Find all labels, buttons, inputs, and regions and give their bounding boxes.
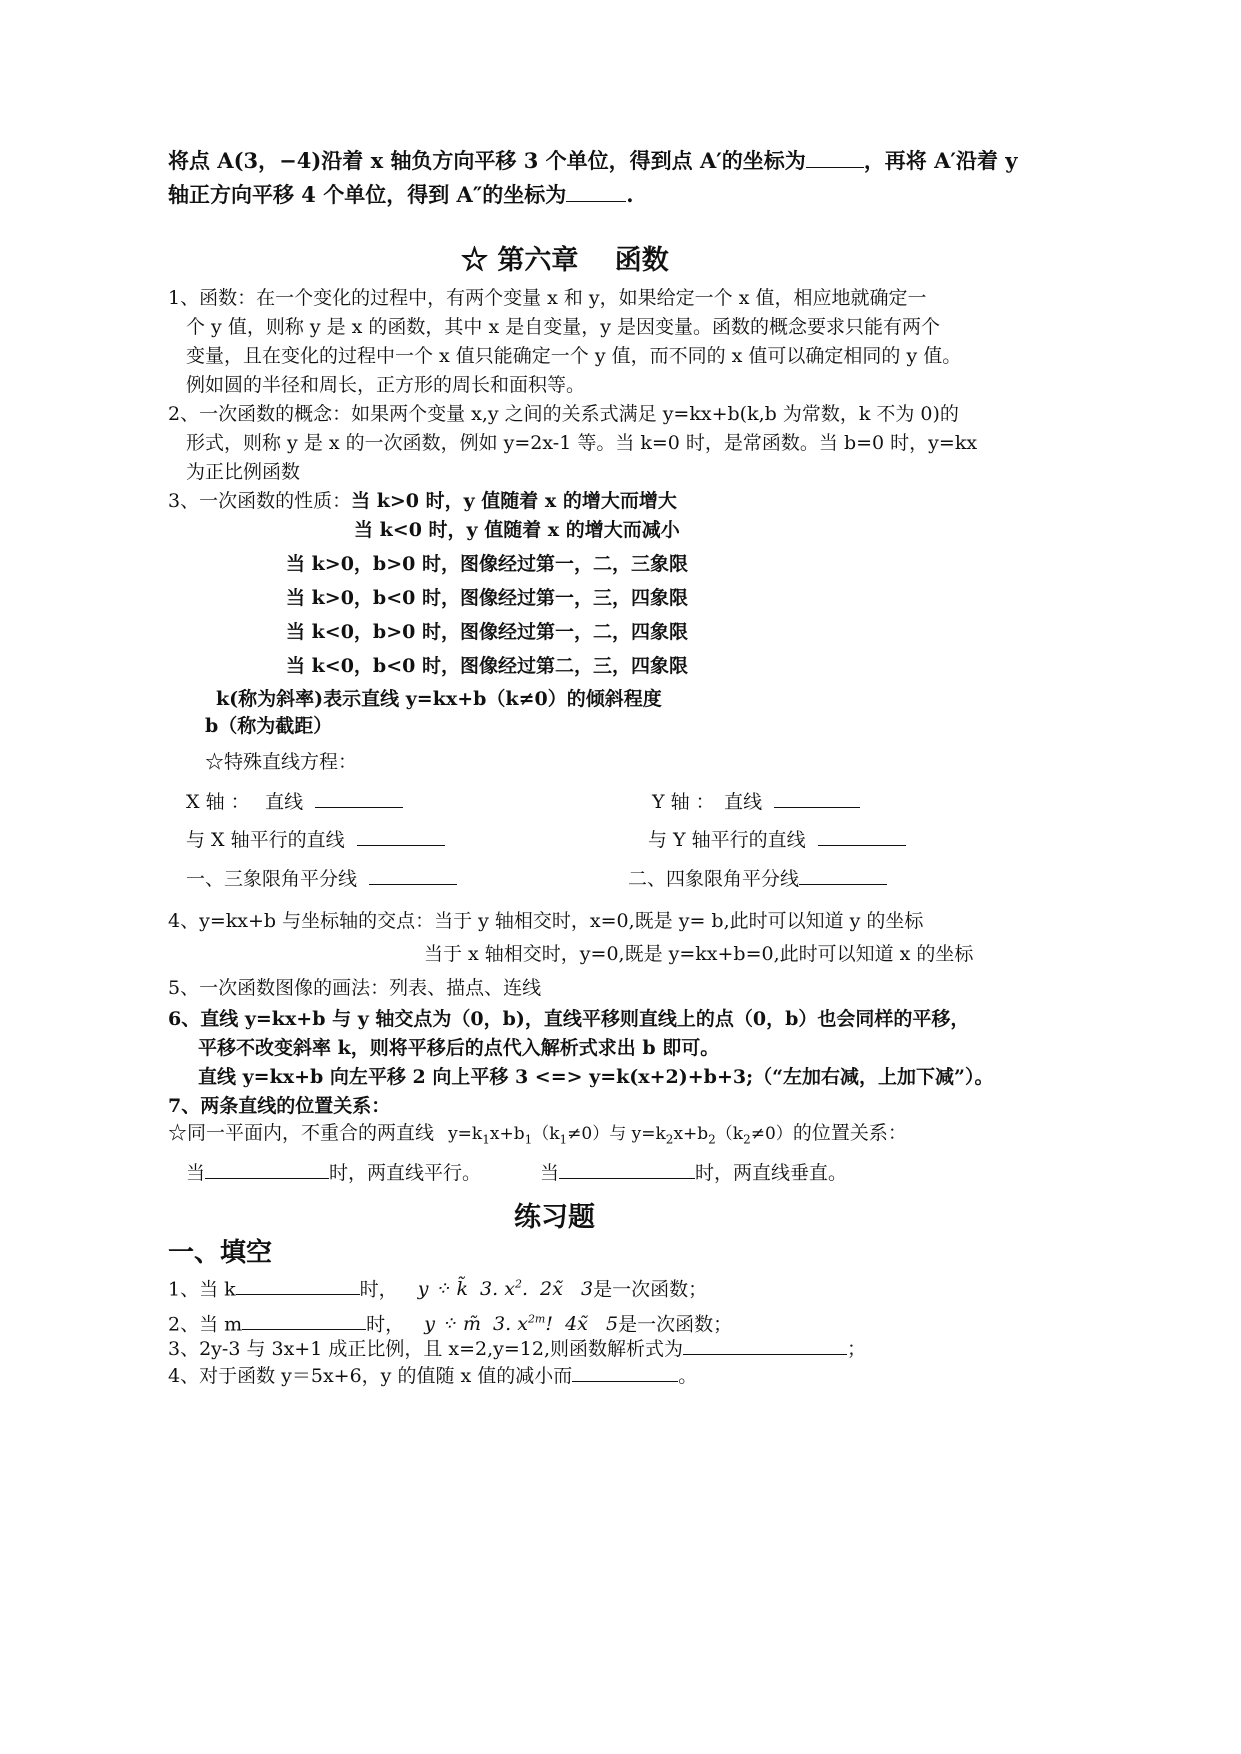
top-problem-text-2b: . — [626, 182, 634, 207]
section1-line2: 个 y 值，则称 y 是 x 的函数，其中 x 是自变量，y 是因变量。函数的概念要求只能有两个 — [186, 316, 940, 338]
answer-blank[interactable] — [566, 183, 626, 202]
q2-blank[interactable] — [242, 1311, 366, 1330]
q1-text-c: 是一次函数； — [593, 1278, 708, 1301]
q1-formula: y ⁘ k̃ 3. $x^2$. 2x̃ 3 — [417, 1278, 594, 1301]
x-axis-blank[interactable] — [315, 789, 403, 808]
q1-blank[interactable] — [236, 1276, 360, 1295]
q3-blank[interactable] — [683, 1336, 847, 1355]
section5-line: 5、一次函数图像的画法：列表、描点、连线 — [168, 977, 542, 999]
q4-blank[interactable] — [572, 1363, 678, 1382]
q4-text-end: 。 — [678, 1365, 698, 1387]
top-problem-text-2a: 轴正方向平移 4 个单位，得到 A″的坐标为 — [168, 182, 567, 207]
parallel-y-label: 与 Y 轴平行的直线 — [648, 829, 806, 851]
section7-text-2d: 时，两直线垂直。 — [695, 1162, 848, 1184]
special-lines-title: ☆特殊直线方程： — [205, 751, 358, 773]
section3-label: 3、一次函数的性质： — [168, 490, 352, 512]
chapter-title: ☆ 第六章 函数 — [461, 245, 669, 276]
parallel-x-blank[interactable] — [357, 827, 445, 846]
section7-title: 7、两条直线的位置关系： — [168, 1095, 391, 1117]
property-k-negative: 当 k<0 时，y 值随着 x 的增大而减小 — [354, 519, 680, 541]
q2-text-b: 时， — [366, 1313, 405, 1336]
property-quadrant-3: 当 k<0，b>0 时，图像经过第一，二，四象限 — [286, 621, 688, 643]
section6-line1: 6、直线 y=kx+b 与 y 轴交点为（0，b)，直线平移则直线上的点（0，b）也会同样的平移， — [168, 1008, 970, 1030]
parallel-y-item — [648, 827, 906, 851]
bisector-24-blank[interactable] — [799, 866, 887, 885]
x-axis-label: X 轴 ： 直线 — [186, 791, 304, 813]
parallel-x-label: 与 X 轴平行的直线 — [186, 829, 345, 851]
bisector-24-label: 二、四象限角平分线 — [628, 868, 800, 890]
question-4 — [168, 1363, 697, 1387]
q3-text-end: ； — [847, 1338, 867, 1360]
q2-text-a: 2、当 m — [168, 1313, 243, 1336]
q1-text-a: 1、当 k — [168, 1278, 236, 1301]
section6-line3: 直线 y=kx+b 向左平移 2 向上平移 3 <=> y=k(x+2)+b+3;（“左加右减，上加下减”）。 — [198, 1066, 994, 1088]
section7-text-1b: 的位置关系： — [792, 1122, 907, 1144]
section7-text-2b: 时，两直线平行。 — [329, 1162, 482, 1184]
perpendicular-condition-blank[interactable] — [559, 1160, 695, 1179]
section1-line4: 例如圆的半径和周长，正方形的周长和面积等。 — [186, 374, 586, 396]
bisector-13-label: 一、三象限角平分线 — [186, 868, 358, 890]
section4-line1: 4、y=kx+b 与坐标轴的交点：当于 y 轴相交时，x=0,既是 y= b,此时可以知道 y 的坐标 — [168, 910, 924, 932]
q4-text: 4、对于函数 y＝5x+6，y 的值随 x 值的减小而 — [168, 1365, 573, 1387]
bisector-13-item — [186, 866, 457, 890]
section2-line2: 形式，则称 y 是 x 的一次函数，例如 y=2x-1 等。当 k=0 时，是常函数。当 b=0 时，y=kx — [186, 432, 978, 454]
section6-line2: 平移不改变斜率 k，则将平移后的点代入解析式求出 b 即可。 — [198, 1037, 720, 1059]
parallel-condition-blank[interactable] — [205, 1160, 329, 1179]
exercises-title: 练习题 — [514, 1202, 595, 1233]
section7-line1 — [168, 1122, 907, 1150]
section7-line2 — [186, 1160, 481, 1184]
y-axis-line-item — [652, 789, 860, 813]
section7-text-2a: 当 — [186, 1162, 206, 1184]
section2-line3: 为正比例函数 — [186, 461, 301, 483]
q3-text: 3、2y-3 与 3x+1 成正比例，且 x=2,y=12,则函数解析式为 — [168, 1338, 684, 1360]
question-3 — [168, 1336, 866, 1360]
q2-text-c: 是一次函数； — [618, 1313, 733, 1336]
y-axis-label: Y 轴 ： 直线 — [652, 791, 763, 813]
answer-blank[interactable] — [806, 149, 864, 168]
q2-formula: y ⁘ m̃ 3. $x^{2m}$! 4x̃ 5 — [424, 1313, 619, 1336]
property-k-positive: 当 k>0 时，y 值随着 x 的增大而增大 — [351, 490, 677, 512]
section1-line1: 1、函数：在一个变化的过程中，有两个变量 x 和 y，如果给定一个 x 值，相应地就确定一 — [168, 287, 927, 309]
bisector-24-item — [628, 866, 887, 890]
two-lines-formula: $y=k_1x+b_1(k_1\ne 0)$与 $y=k_2x+b_2(k_2\ne 0)$ — [448, 1124, 793, 1147]
property-quadrant-1: 当 k>0，b>0 时，图像经过第一，二，三象限 — [286, 553, 688, 575]
q1-text-b: 时， — [359, 1278, 398, 1301]
section7-line2b — [540, 1160, 847, 1184]
bisector-13-blank[interactable] — [369, 866, 457, 885]
parallel-y-blank[interactable] — [818, 827, 906, 846]
section3-line1 — [168, 490, 677, 512]
property-quadrant-2: 当 k>0，b<0 时，图像经过第一，三，四象限 — [286, 587, 688, 609]
y-axis-blank[interactable] — [774, 789, 860, 808]
top-problem-line1 — [168, 149, 1017, 173]
fill-in-title: 一、填空 — [168, 1238, 273, 1268]
slope-note: k(称为斜率)表示直线 y=kx+b（k≠0）的倾斜程度 — [216, 688, 662, 710]
section7-text-2c: 当 — [540, 1162, 560, 1184]
question-1 — [168, 1274, 707, 1300]
section4-line2: 当于 x 轴相交时，y=0,既是 y=kx+b=0,此时可以知道 x 的坐标 — [424, 943, 974, 965]
section7-text-1a: ☆同一平面内，不重合的两直线 — [168, 1122, 435, 1144]
top-problem-line2 — [168, 183, 634, 207]
top-problem-text-1b: ，再将 A′沿着 y — [863, 148, 1018, 173]
x-axis-line-item — [186, 789, 403, 813]
section2-line1: 2、一次函数的概念：如果两个变量 x,y 之间的关系式满足 y=kx+b(k,b 为常数，k 不为 0)的 — [168, 403, 959, 425]
parallel-x-item — [186, 827, 445, 851]
question-2 — [168, 1309, 732, 1335]
property-quadrant-4: 当 k<0，b<0 时，图像经过第二，三，四象限 — [286, 655, 688, 677]
intercept-note: b（称为截距） — [205, 715, 333, 737]
top-problem-text-1a: 将点 A(3，−4)沿着 x 轴负方向平移 3 个单位，得到点 A′的坐标为 — [168, 148, 806, 173]
section1-line3: 变量，且在变化的过程中一个 x 值只能确定一个 y 值，而不同的 x 值可以确定相同的 y 值。 — [186, 345, 962, 367]
